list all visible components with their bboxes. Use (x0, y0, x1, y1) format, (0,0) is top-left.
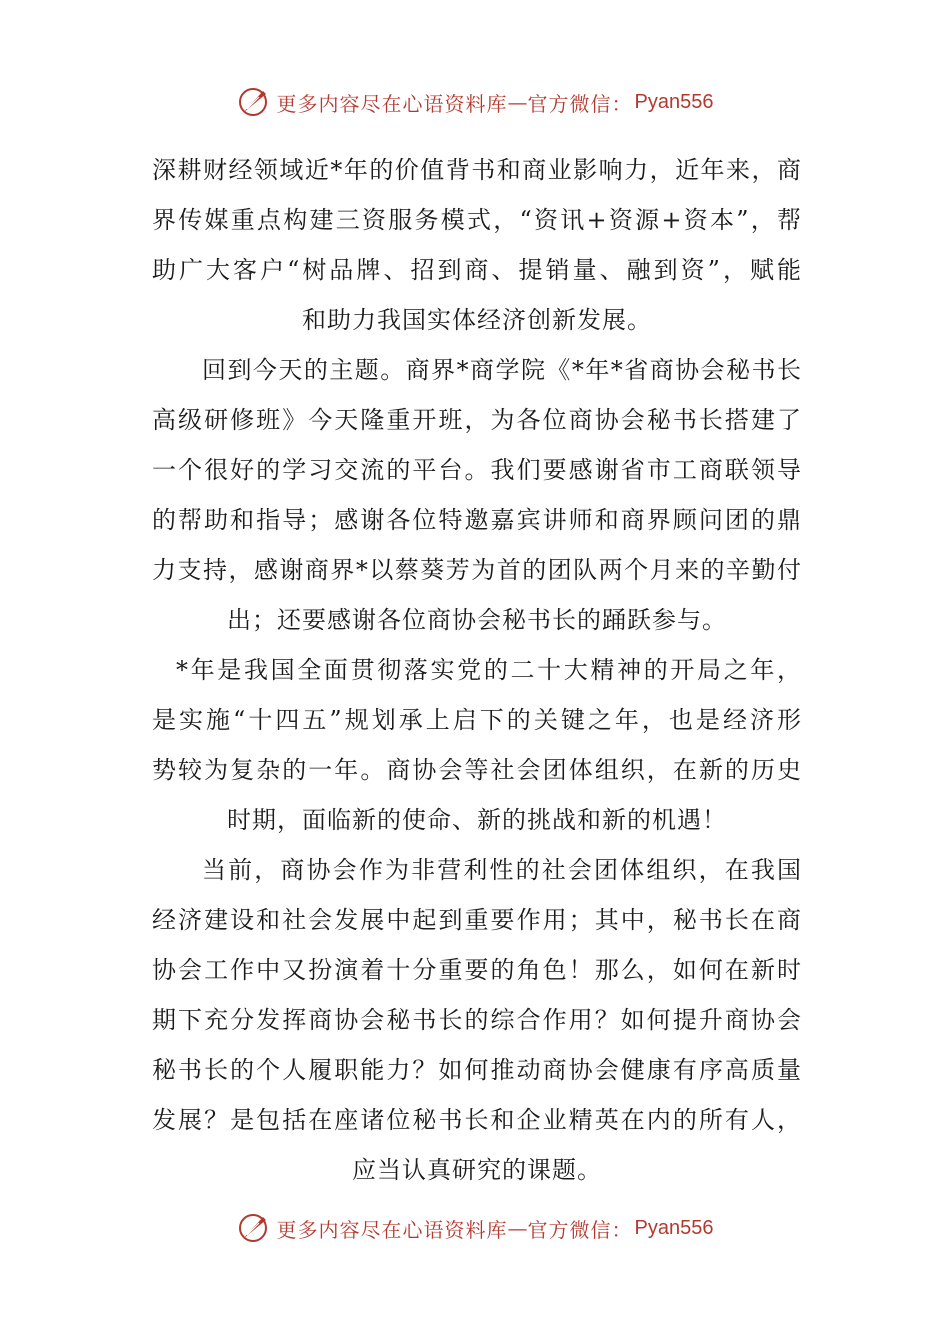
banner-wechat-id: Pyan556 (634, 1216, 714, 1239)
quill-logo-icon (237, 85, 271, 119)
text-line: 出；还要感谢各位商协会秘书长的踊跃参与。 (227, 606, 727, 634)
text-line: 应当认真研究的课题。 (352, 1156, 602, 1184)
text-line: 力支持，感谢商界*以蔡葵芳为首的团队两个月来的辛勤付 (152, 556, 802, 584)
text-line: 期下充分发挥商协会秘书长的综合作用？如何提升商协会 (152, 1006, 802, 1034)
text-line: 时期，面临新的使命、新的挑战和新的机遇！ (227, 806, 727, 834)
text-line: 是实施“十四五”规划承上启下的关键之年，也是经济形 (152, 706, 802, 734)
text-line: 助广大客户“树品牌、招到商、提销量、融到资”，赋能 (152, 256, 802, 284)
text-line: 回到今天的主题。商界*商学院《*年*省商协会秘书长 (202, 356, 802, 384)
text-line: 的帮助和指导；感谢各位特邀嘉宾讲师和商界顾问团的鼎 (152, 506, 802, 534)
footer-banner (0, 1208, 950, 1248)
document-body (152, 145, 802, 1195)
text-line: 高级研修班》今天隆重开班，为各位商协会秘书长搭建了 (152, 406, 802, 434)
banner-brand-text: 更多内容尽在心语资料库 (276, 1217, 508, 1242)
quill-logo-icon (237, 1211, 271, 1245)
text-line: 经济建设和社会发展中起到重要作用；其中，秘书长在商 (152, 906, 802, 934)
banner-wechat-label: 官方微信： (527, 1217, 633, 1242)
banner-wechat-label: 官方微信： (527, 91, 633, 116)
paragraph-1 (152, 145, 802, 345)
paragraph-4 (152, 845, 802, 1195)
paragraph-2 (152, 345, 802, 645)
text-line: *年是我国全面贯彻落实党的二十大精神的开局之年， (176, 656, 802, 684)
text-line: 一个很好的学习交流的平台。我们要感谢省市工商联领导 (152, 456, 802, 484)
text-line: 发展？是包括在座诸位秘书长和企业精英在内的所有人， (152, 1106, 802, 1134)
banner-wechat-id: Pyan556 (634, 90, 714, 113)
text-line: 秘书长的个人履职能力？如何推动商协会健康有序高质量 (152, 1056, 802, 1084)
header-banner (0, 82, 950, 122)
banner-dash: — (507, 1216, 528, 1240)
text-line: 深耕财经领域近*年的价值背书和商业影响力，近年来，商 (152, 156, 802, 184)
text-line: 协会工作中又扮演着十分重要的角色！那么，如何在新时 (152, 956, 802, 984)
text-line: 势较为复杂的一年。商协会等社会团体组织，在新的历史 (152, 756, 802, 784)
banner-brand-text: 更多内容尽在心语资料库 (276, 91, 508, 116)
paragraph-3 (152, 645, 802, 845)
text-line: 和助力我国实体经济创新发展。 (302, 306, 652, 334)
banner-dash: — (507, 90, 528, 114)
text-line: 界传媒重点构建三资服务模式，“资讯+资源+资本”，帮 (152, 206, 802, 234)
text-line: 当前，商协会作为非营利性的社会团体组织，在我国 (202, 856, 802, 884)
